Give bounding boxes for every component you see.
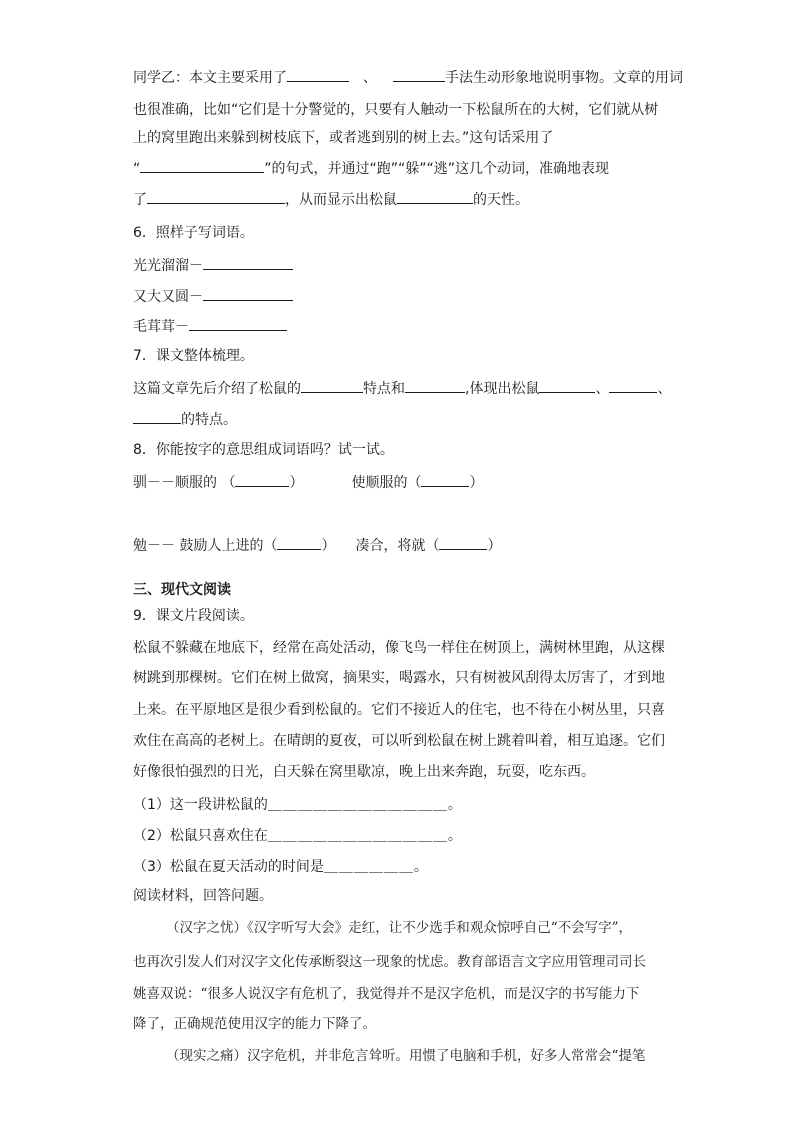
q5-line-3: 上的窝里跑出来躲到树枝底下，或者逃到别的树上去。”这句话采用了 — [133, 130, 554, 146]
q7-text: 特点和 — [363, 381, 405, 397]
q5-text: 的天性。 — [473, 192, 529, 208]
q6-item-label: 光光溜溜－ — [133, 258, 203, 274]
q6-item-3 — [133, 316, 287, 337]
q9-sub-text: 。 — [447, 828, 462, 844]
material-line: 降了，正确规范使用汉字的能力下降了。 — [133, 1016, 376, 1032]
passage-line: 树跳到那棵树。它们在树上做窝，摘果实，喝露水，只有树被风刮得太厉害了，才到地 — [133, 670, 665, 686]
q5-line-1 — [133, 67, 683, 88]
q7-text: 这篇文章先后介绍了松鼠的 — [133, 381, 301, 397]
q9-sub-text: 。 — [447, 797, 462, 813]
q5-line-5 — [133, 189, 529, 210]
q7-title: 7．课文整体梳理。 — [133, 348, 254, 364]
q5-text: 同学乙：本文主要采用了 — [133, 70, 287, 86]
q8-text: ） — [469, 475, 484, 491]
answer-blank[interactable] — [203, 255, 293, 270]
passage-line: 欢住在高高的老树上。在晴朗的夏夜，可以听到松鼠在树上跳着叫着，相互追逐。它们 — [133, 733, 665, 749]
q7-text: ,体现出松鼠 — [465, 381, 540, 397]
q9-sub-3 — [133, 857, 428, 877]
q9-sub-text: （1）这一段讲松鼠的 — [133, 797, 268, 813]
q8-title: 8．你能按字的意思组成词语吗？试一试。 — [133, 442, 394, 458]
answer-blank[interactable] — [140, 158, 264, 173]
q8-text: 凑合，将就（ — [355, 538, 440, 554]
q9-sub-text: （3）松鼠在夏天活动的时间是 — [133, 859, 324, 875]
answer-blank[interactable] — [277, 535, 321, 550]
material-line: 也再次引发人们对汉字文化传承断裂这一现象的忧虑。教育部语言文字应用管理司司长 — [133, 954, 646, 970]
read-prompt: 阅读材料，回答问题。 — [133, 888, 273, 904]
q8-text: 驯－－顺服的 （ — [133, 475, 236, 491]
answer-blank[interactable] — [393, 67, 445, 82]
answer-blank[interactable] — [287, 67, 349, 82]
q7-text: 、 — [657, 381, 672, 397]
answer-blank[interactable] — [189, 316, 287, 331]
answer-blank[interactable]: ＿＿＿＿＿＿ — [323, 859, 414, 875]
material-line: （现实之痛）汉字危机，并非危言耸听。用惯了电脑和手机，好多人常常会“提笔 — [166, 1048, 646, 1064]
q9-sub-text: 。 — [413, 859, 428, 875]
q5-text: ”的句式，并通过“跑”“躲”“逃”这几个动词，准确地表现 — [264, 161, 610, 177]
q9-sub-1 — [133, 795, 462, 815]
q5-text: 、 — [363, 70, 377, 86]
q6-item-2 — [133, 286, 293, 307]
q7-text: 、 — [595, 381, 610, 397]
answer-blank[interactable] — [235, 472, 289, 487]
q5-text: “ — [133, 161, 141, 177]
q6-item-1 — [133, 255, 293, 276]
q8-text: ） — [487, 538, 502, 554]
q8-text: 勉－－ 鼓励人上进的（ — [133, 538, 278, 554]
answer-blank[interactable]: ＿＿＿＿＿＿＿＿＿＿＿＿ — [267, 797, 448, 813]
q6-item-label: 又大又圆－ — [133, 289, 203, 305]
q9-sub-2 — [133, 826, 462, 846]
q8-text: ） — [321, 538, 336, 554]
q5-line-2: 也很准确，比如“它们是十分警觉的，只要有人触动一下松鼠所在的大树，它们就从树 — [133, 102, 659, 118]
q6-title: 6．照样子写词语。 — [133, 225, 254, 241]
q6-item-label: 毛茸茸－ — [133, 319, 189, 335]
passage-line: 好像很怕强烈的日光，白天躲在窝里歇凉，晚上出来奔跑，玩耍，吃东西。 — [133, 764, 595, 780]
q7-line-2 — [133, 409, 237, 430]
section-heading: 三、现代文阅读 — [133, 582, 231, 598]
answer-blank[interactable] — [301, 378, 363, 393]
answer-blank[interactable] — [397, 189, 473, 204]
q9-title: 9．课文片段阅读。 — [133, 608, 254, 624]
answer-blank[interactable] — [147, 189, 285, 204]
q5-line-4 — [133, 158, 609, 179]
q8-text: ） — [289, 475, 304, 491]
answer-blank[interactable] — [133, 409, 181, 424]
answer-blank[interactable] — [405, 378, 465, 393]
passage-line: 上来。在平原地区是很少看到松鼠的。它们不接近人的住宅，也不待在小树丛里，只喜 — [133, 702, 665, 718]
q5-text: ，从而显示出松鼠 — [285, 192, 397, 208]
passage-line: 松鼠不躲藏在地底下，经常在高处活动，像飞鸟一样住在树顶上，满树林里跑，从这棵 — [133, 640, 665, 656]
q7-text: 的特点。 — [181, 412, 237, 428]
q5-text: 手法生动形象地说明事物。文章的用词 — [445, 70, 683, 86]
material-line: （汉字之忧）《汉字听写大会》走红，让不少选手和观众惊呼自己“不会写字”， — [166, 920, 633, 936]
q8-text: 使顺服的（ — [351, 475, 422, 491]
q8-row-1 — [133, 472, 483, 493]
answer-blank[interactable] — [609, 378, 657, 393]
answer-blank[interactable] — [439, 535, 487, 550]
answer-blank[interactable] — [421, 472, 469, 487]
answer-blank[interactable] — [203, 286, 293, 301]
answer-blank[interactable] — [539, 378, 595, 393]
q8-row-2 — [133, 535, 501, 556]
material-line: 姚喜双说：“很多人说汉字有危机了，我觉得并不是汉字危机，而是汉字的书写能力下 — [133, 986, 640, 1002]
q9-sub-text: （2）松鼠只喜欢住在 — [133, 828, 268, 844]
q7-line-1 — [133, 378, 671, 399]
answer-blank[interactable]: ＿＿＿＿＿＿＿＿＿＿＿＿ — [267, 828, 448, 844]
q5-text: 了 — [133, 192, 147, 208]
